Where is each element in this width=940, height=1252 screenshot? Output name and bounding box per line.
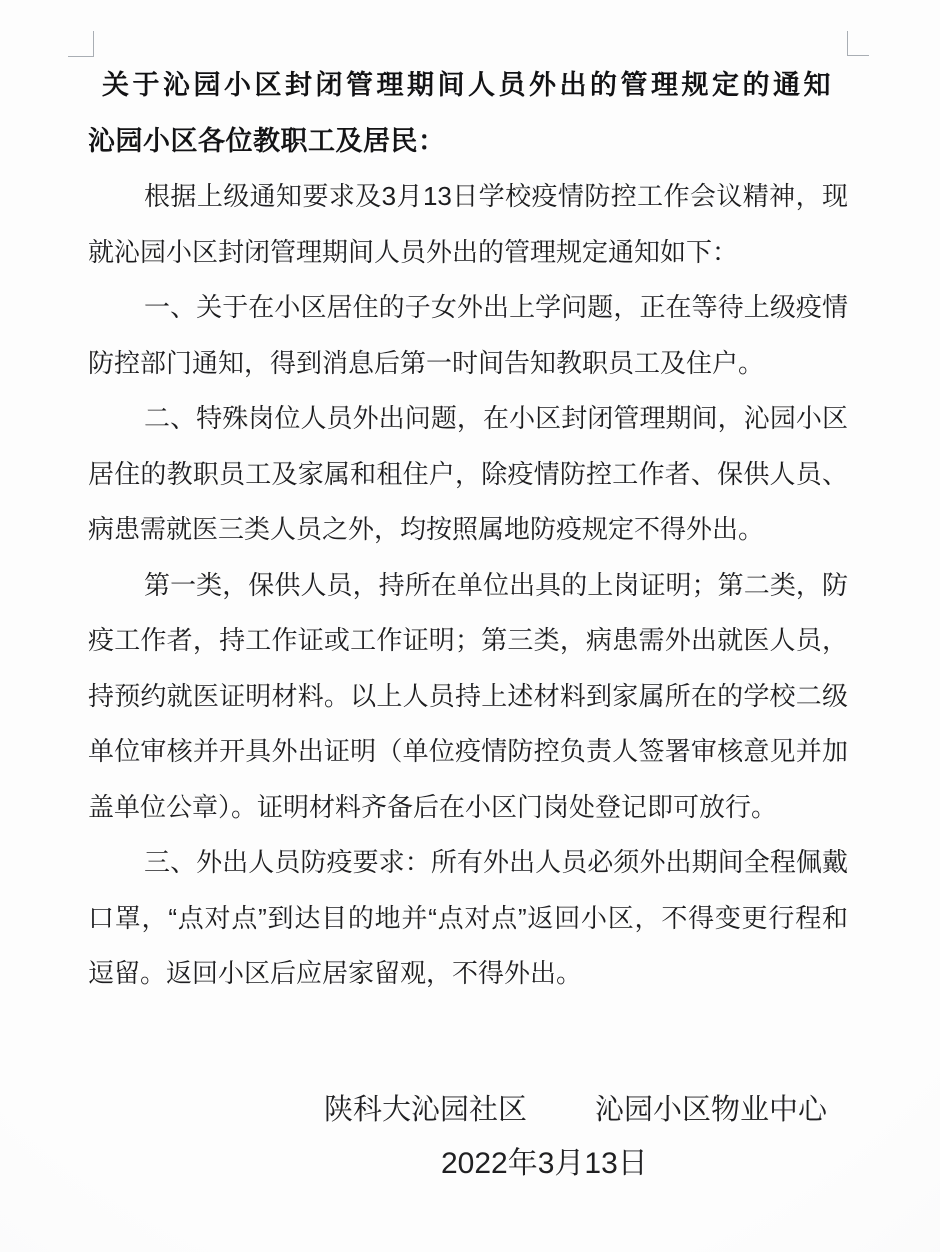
- notice-salutation: 沁园小区各位教职工及居民：: [88, 125, 446, 156]
- notice-paragraph-item-2: 二、特殊岗位人员外出问题，在小区封闭管理期间，沁园小区居住的教职员工及家属和租住户，除疫情防控工作者、保供人员、病患需就医三类人员之外，均按照属地防疫规定不得外出。: [88, 403, 848, 544]
- notice-date: 2022年3月13日: [441, 1147, 648, 1180]
- text-boundary-corner-mark-top-left: [68, 31, 94, 57]
- notice-body: [88, 58, 848, 1002]
- signature-property-center-name: 沁园小区物业中心: [595, 1094, 828, 1126]
- notice-paragraph-item-1: 一、关于在小区居住的子女外出上学问题，正在等待上级疫情防控部门通知，得到消息后第一时间告知教职员工及住户。: [88, 292, 848, 378]
- signature-community-name: 陕科大沁园社区: [324, 1094, 528, 1126]
- signature-line: [324, 1093, 827, 1127]
- notice-paragraph-categories: 第一类，保供人员，持所在单位出具的上岗证明；第二类，防疫工作者，持工作证或工作证明；第三类，病患需外出就医人员，持预约就医证明材料。以上人员持上述材料到家属所在的学校二级单位审核并开具外出证明（单位疫情防控负责人签署审核意见并加盖单位公章）。证明材料齐备后在小区门岗处登记即可放行。: [88, 569, 848, 822]
- notice-title: 关于沁园小区封闭管理期间人员外出的管理规定的通知: [102, 70, 834, 100]
- text-boundary-corner-mark-top-right: [847, 31, 869, 56]
- notice-paragraph-item-3: 三、外出人员防疫要求：所有外出人员必须外出期间全程佩戴口罩，“点对点”到达目的地并“点对点”返回小区，不得变更行程和逗留。返回小区后应居家留观，不得外出。: [88, 847, 848, 988]
- notice-paragraph-intro: 根据上级通知要求及3月13日学校疫情防控工作会议精神，现就沁园小区封闭管理期间人员外出的管理规定通知如下：: [88, 181, 848, 267]
